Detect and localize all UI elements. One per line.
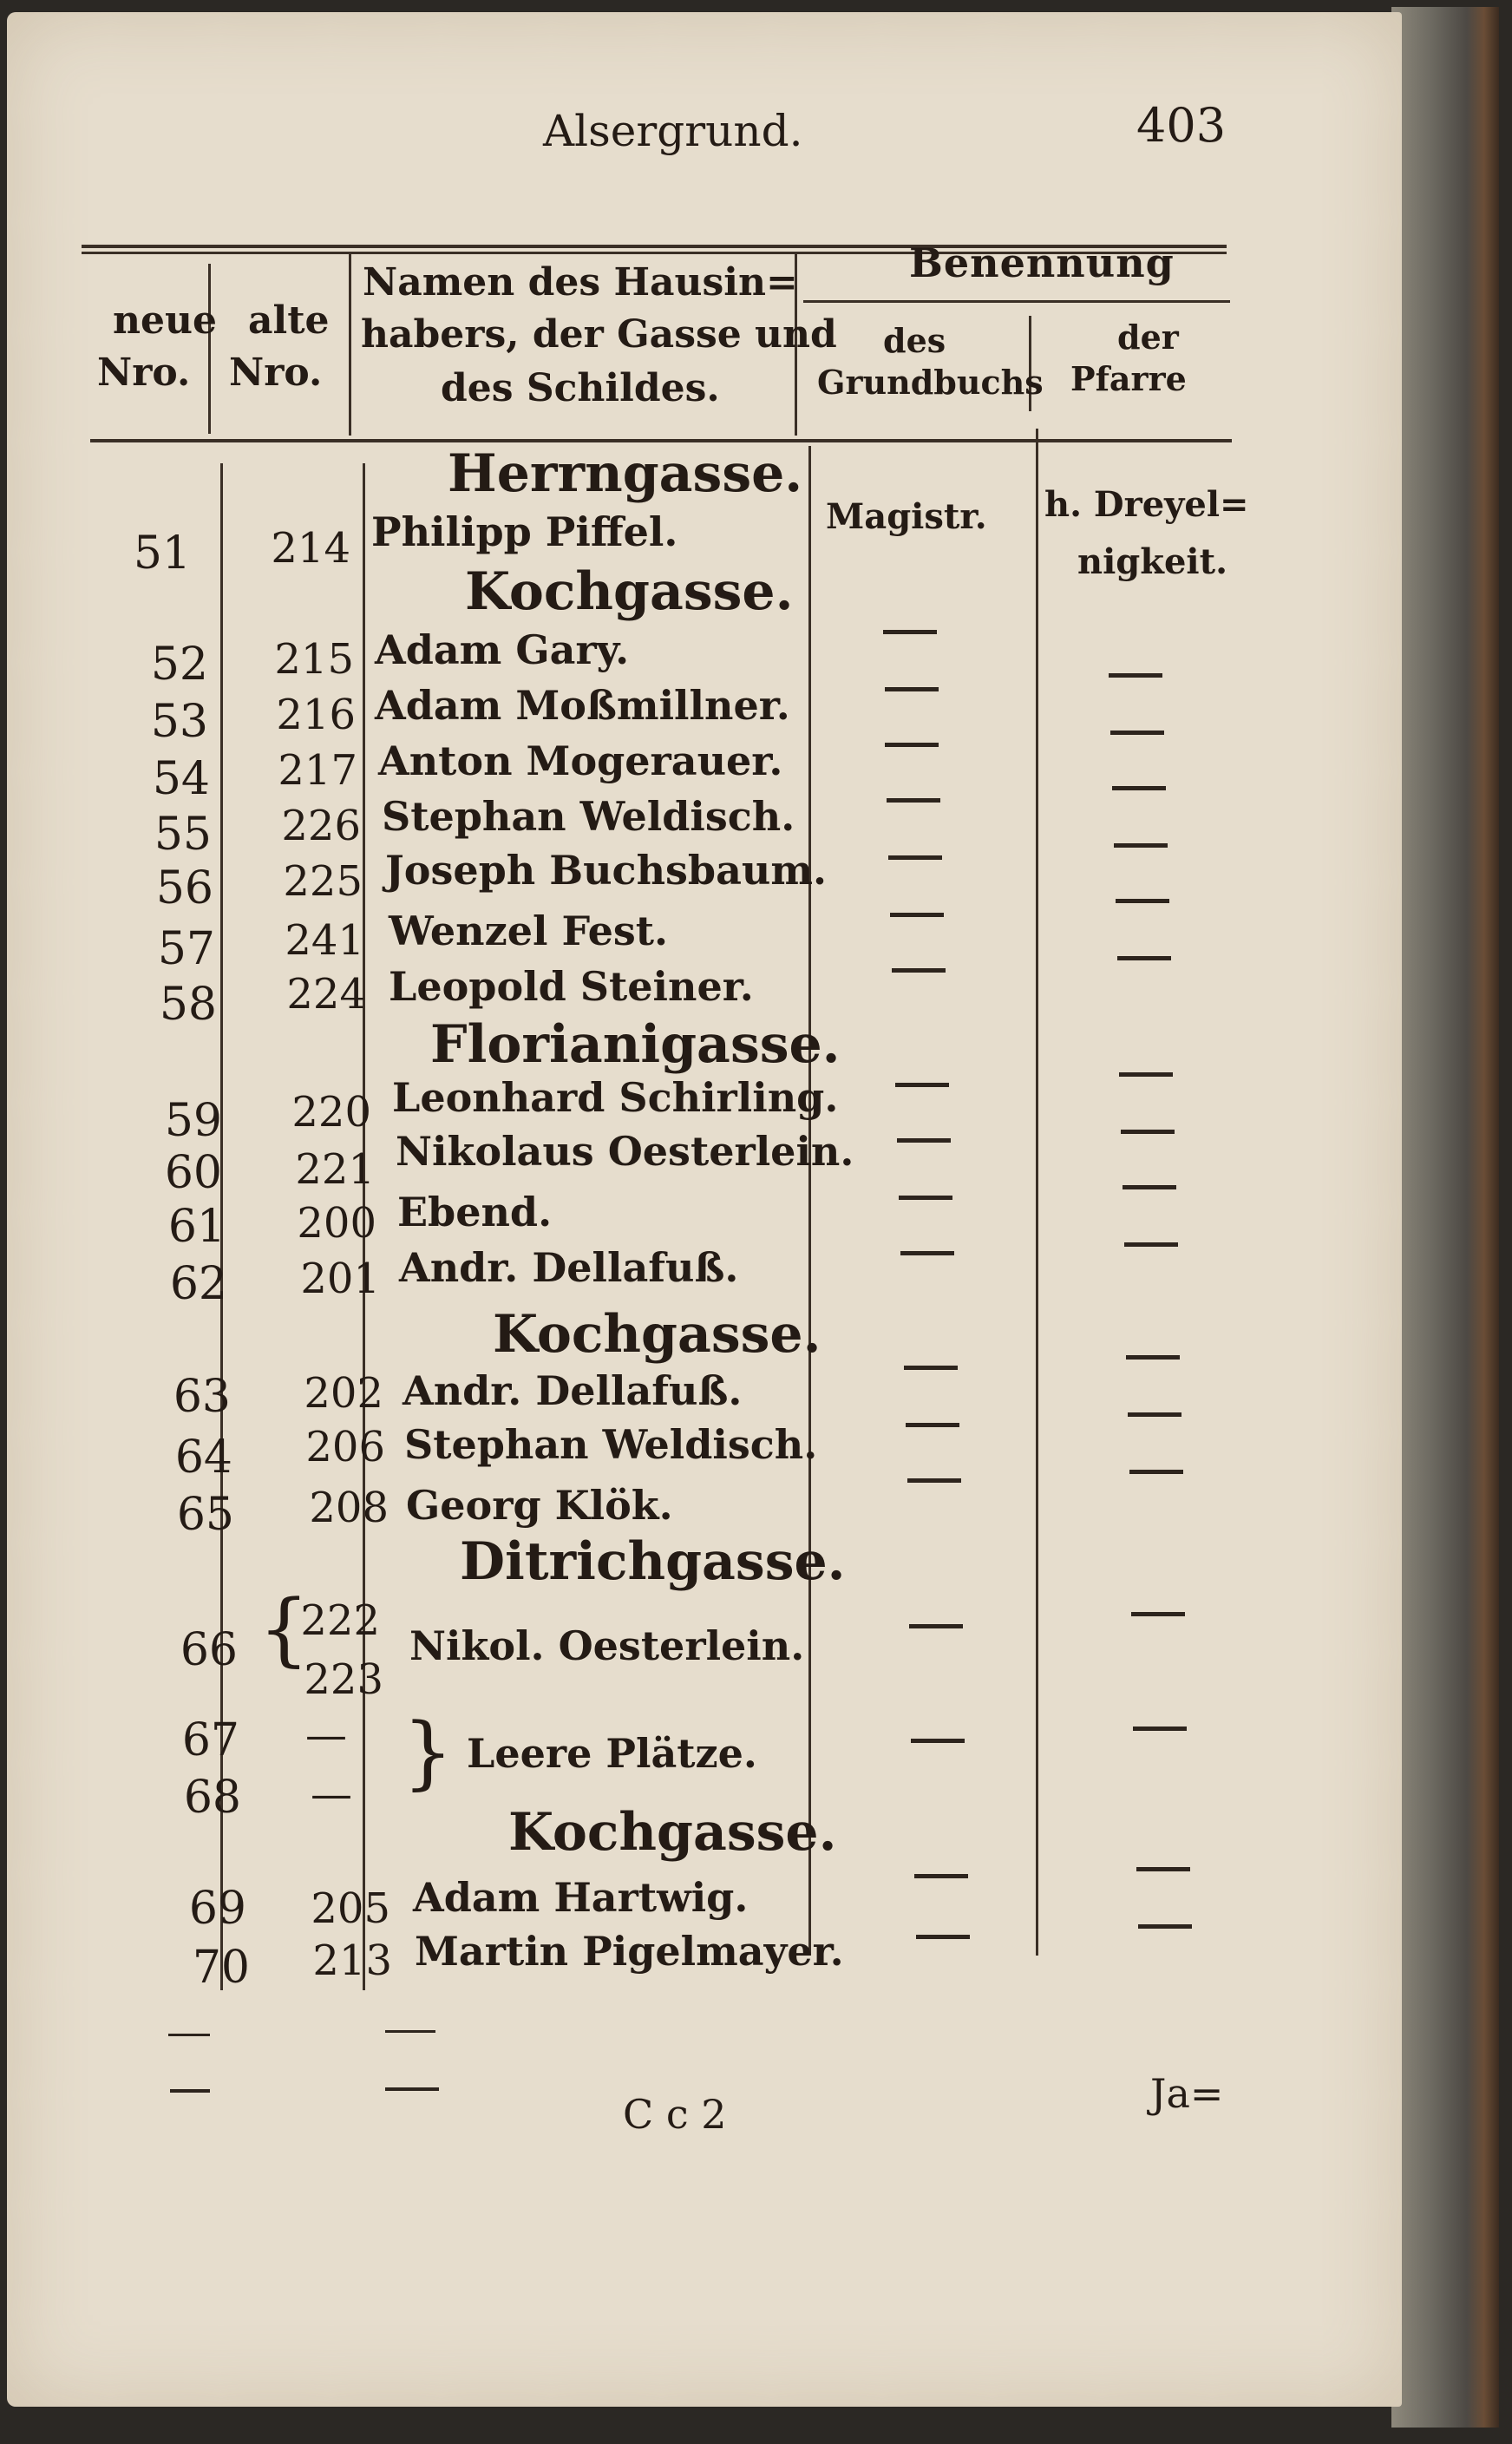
- ditto-dash: [911, 1739, 965, 1743]
- old-number: 206: [305, 1423, 385, 1471]
- header-divider-2: [349, 252, 351, 436]
- new-number: 57: [157, 923, 215, 975]
- old-number: 213: [312, 1936, 392, 1985]
- owner-name: Nikol. Oesterlein.: [409, 1622, 805, 1669]
- header-divider-1: [208, 264, 211, 434]
- header-new-number-2: Nro.: [97, 351, 191, 395]
- ditto-dash: [1121, 1130, 1175, 1134]
- new-number: 59: [164, 1095, 222, 1147]
- header-grundbuch-1: des: [883, 321, 946, 360]
- owner-name: Philipp Piffel.: [371, 508, 678, 555]
- old-number: 222: [300, 1596, 380, 1645]
- street-heading: Kochgasse.: [508, 1802, 837, 1863]
- new-number: 54: [152, 753, 210, 805]
- ditto-dash: [1116, 899, 1169, 903]
- brace-symbol: {: [259, 1582, 310, 1675]
- ditto-dash: [897, 1138, 951, 1143]
- header-bottom-rule: [90, 439, 1232, 442]
- old-number: 220: [291, 1088, 371, 1137]
- old-number: 215: [274, 635, 354, 684]
- ditto-dash: [907, 1478, 961, 1483]
- old-number: —: [305, 1711, 347, 1759]
- pfarre-value-line1: h. Dreyel=: [1044, 484, 1249, 525]
- new-number: 68: [183, 1772, 241, 1824]
- owner-name: Adam Gary.: [375, 626, 630, 673]
- ditto-dash: [888, 855, 942, 860]
- ditto-dash: [883, 630, 937, 634]
- new-number: 56: [155, 862, 213, 914]
- old-number: 214: [271, 524, 350, 573]
- brace-symbol: }: [403, 1706, 454, 1799]
- ditto-dash: [887, 798, 940, 803]
- old-number: 221: [295, 1145, 375, 1194]
- old-number: 224: [286, 970, 366, 1019]
- old-number: 223: [304, 1655, 383, 1704]
- old-number: 208: [309, 1484, 389, 1532]
- owner-name: Ebend.: [397, 1189, 553, 1235]
- catchword: Ja=: [1150, 2070, 1224, 2117]
- old-number: 200: [297, 1199, 376, 1248]
- ditto-dash: [885, 743, 939, 747]
- new-number: 66: [180, 1624, 238, 1676]
- header-old-number-1: alte: [248, 298, 330, 343]
- new-number: 58: [159, 979, 217, 1031]
- new-number: 69: [188, 1883, 246, 1935]
- ditto-dash: [168, 2034, 210, 2036]
- new-number: 63: [173, 1371, 231, 1423]
- owner-name: Andr. Dellafuß.: [403, 1367, 743, 1414]
- ditto-dash: [895, 1083, 949, 1087]
- owner-name: Leere Plätze.: [467, 1730, 757, 1777]
- ditto-dash: [1119, 1072, 1173, 1077]
- grundbuch-value: Magistr.: [826, 496, 987, 537]
- new-number: 65: [176, 1489, 234, 1541]
- header-pfarre-1: der: [1117, 318, 1179, 357]
- signature-mark: C c 2: [623, 2091, 727, 2138]
- ditto-dash: [1117, 956, 1171, 960]
- owner-name: Adam Hartwig.: [413, 1874, 749, 1921]
- ditto-dash: [385, 2030, 435, 2033]
- ditto-dash: [914, 1874, 968, 1878]
- new-number: 60: [164, 1147, 222, 1199]
- street-heading: Ditrichgasse.: [460, 1531, 846, 1592]
- column-line-name: [808, 446, 811, 1956]
- owner-name: Anton Mogerauer.: [378, 737, 783, 784]
- ditto-dash: [1109, 673, 1162, 678]
- new-number: 51: [133, 527, 191, 580]
- old-number: 216: [276, 691, 356, 739]
- new-number: 53: [150, 696, 208, 748]
- header-name-2: habers, der Gasse und: [361, 312, 837, 357]
- page-number: 403: [1136, 98, 1227, 153]
- ditto-dash: [1114, 843, 1168, 848]
- owner-name: Georg Klök.: [406, 1482, 673, 1529]
- old-number: 217: [278, 746, 357, 795]
- ditto-dash: [1129, 1470, 1183, 1474]
- new-number: 67: [181, 1714, 239, 1766]
- new-number: 64: [174, 1432, 232, 1484]
- ditto-dash: [1112, 786, 1166, 790]
- ditto-dash: [1124, 1242, 1178, 1247]
- designation-rule: [803, 300, 1230, 303]
- pfarre-value-line2: nigkeit.: [1077, 541, 1228, 582]
- new-number: 62: [169, 1258, 227, 1310]
- new-number: 52: [150, 639, 208, 691]
- header-name-3: des Schildes.: [441, 366, 720, 410]
- column-line-grundbuch: [1036, 429, 1038, 1956]
- ditto-dash: [170, 2089, 210, 2093]
- header-pfarre-2: Pfarre: [1070, 359, 1187, 398]
- ditto-dash: [885, 687, 939, 691]
- street-heading: Florianigasse.: [430, 1014, 841, 1075]
- ditto-dash: [890, 913, 944, 917]
- old-number: 202: [304, 1369, 383, 1418]
- old-number: —: [311, 1770, 352, 1818]
- ditto-dash: [1123, 1185, 1176, 1189]
- owner-name: Joseph Buchsbaum.: [385, 847, 828, 894]
- header-grundbuch-2: Grundbuchs: [817, 363, 1044, 402]
- owner-name: Martin Pigelmayer.: [415, 1928, 844, 1975]
- ditto-dash: [1110, 731, 1164, 735]
- ditto-dash: [1126, 1355, 1180, 1360]
- owner-name: Stephan Weldisch.: [382, 793, 795, 840]
- header-old-number-2: Nro.: [229, 351, 323, 395]
- ditto-dash: [892, 968, 946, 973]
- owner-name: Leopold Steiner.: [389, 963, 754, 1010]
- owner-name: Andr. Dellafuß.: [399, 1244, 739, 1291]
- ditto-dash: [899, 1196, 952, 1200]
- ditto-dash: [900, 1251, 954, 1255]
- ditto-dash: [1138, 1924, 1192, 1929]
- ditto-dash: [906, 1423, 959, 1427]
- book-page-edge: [1391, 7, 1499, 2428]
- owner-name: Leonhard Schirling.: [392, 1074, 839, 1121]
- ditto-dash: [1128, 1412, 1181, 1417]
- old-number: 226: [281, 802, 361, 850]
- old-number: 205: [311, 1884, 390, 1933]
- owner-name: Nikolaus Oesterlein.: [396, 1128, 854, 1175]
- street-heading: Herrngasse.: [448, 443, 803, 504]
- ditto-dash: [909, 1624, 963, 1628]
- old-number: 241: [285, 916, 364, 965]
- ditto-dash: [1133, 1727, 1187, 1731]
- owner-name: Wenzel Fest.: [389, 907, 669, 954]
- new-number: 70: [192, 1942, 250, 1994]
- owner-name: Stephan Weldisch.: [404, 1421, 818, 1468]
- ditto-dash: [916, 1935, 970, 1939]
- ditto-dash: [904, 1366, 958, 1370]
- old-number: 201: [300, 1255, 380, 1303]
- ditto-dash: [1136, 1867, 1190, 1871]
- new-number: 61: [167, 1201, 226, 1253]
- header-designation: Benennung: [909, 239, 1175, 286]
- ditto-dash: [385, 2087, 439, 2091]
- old-number: 225: [283, 857, 363, 906]
- header-new-number-1: neue: [113, 298, 217, 343]
- street-heading: Kochgasse.: [493, 1304, 821, 1365]
- book-page: [7, 12, 1402, 2407]
- ditto-dash: [1131, 1612, 1185, 1616]
- header-name-1: Namen des Hausin=: [363, 260, 798, 305]
- owner-name: Adam Moßmillner.: [375, 682, 790, 729]
- new-number: 55: [154, 809, 212, 861]
- street-heading: Kochgasse.: [465, 561, 794, 622]
- running-head: Alsergrund.: [543, 106, 803, 156]
